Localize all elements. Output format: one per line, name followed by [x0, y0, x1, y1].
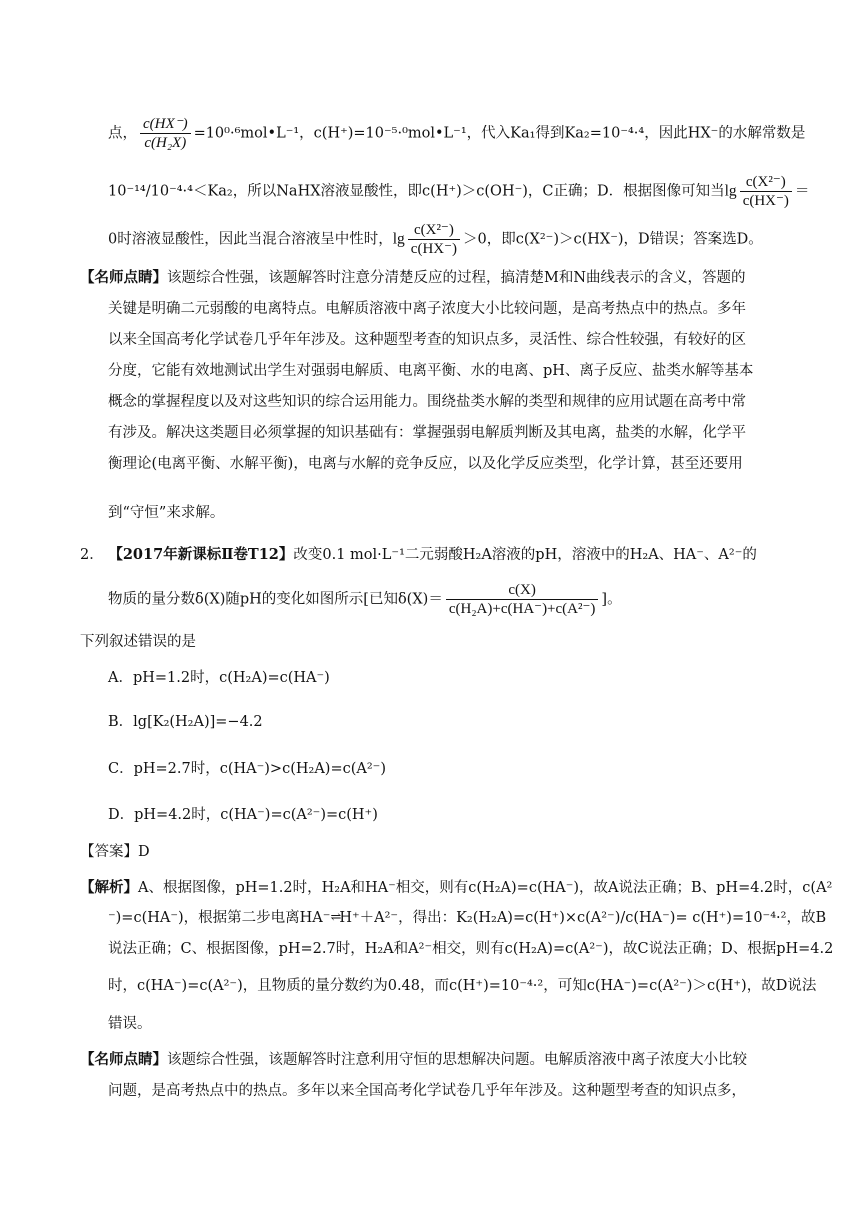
analysis-line: [80, 878, 832, 898]
text: ⁻)=c(HA⁻)，根据第二步电离HA⁻: [108, 910, 331, 926]
text: 物质的量分数δ(X)随pH的变化如图所示[已知δ(X)＝: [108, 591, 443, 608]
option-c: C．pH=2.7时，c(HA⁻)>c(H₂A)=c(A²⁻): [108, 761, 386, 777]
tip-line: 以来全国高考化学试卷几乎年年涉及。这种题型考查的知识点多，灵活性、综合性较强，有较好的区: [108, 332, 746, 348]
fraction-denominator: c(H₂X): [144, 135, 187, 151]
text: =10⁰·⁶mol•L⁻¹，c(H⁺)=10⁻⁵·⁰mol•L⁻¹，代入Ka₁得到Ka₂=10⁻⁴·⁴，因此HX⁻的水解常数是: [193, 125, 806, 142]
fraction-denominator: c(H₂A)+c(HA⁻)+c(A²⁻): [448, 601, 596, 617]
tip-line: 分度，它能有效地测试出学生对强弱电解质、电离平衡、水的电离、pH、离子反应、盐类水解等基本: [108, 363, 754, 379]
text: 10⁻¹⁴/10⁻⁴·⁴＜Ka₂，所以NaHX溶液显酸性，即c(H⁺)＞c(OH⁻)，C正确；D．根据图像可知当: [108, 183, 725, 200]
paragraph-line: [108, 173, 809, 210]
tip-line: [80, 1050, 747, 1070]
fraction-numerator: c(X²⁻): [740, 173, 792, 192]
fraction: [740, 173, 792, 210]
tip-line: 问题，是高考热点中的热点。多年以来全国高考化学试卷几乎年年涉及。这种题型考查的知识点多，: [108, 1083, 746, 1099]
text: H⁺＋A²⁻，得出：K₂(H₂A)=c(H⁺)×c(A²⁻)/c(HA⁻)= c(H⁺)=10⁻⁴·²，故B: [339, 910, 827, 926]
text: 该题综合性强，该题解答时注意分清楚反应的过程，搞清楚M和N曲线表示的含义，答题的: [167, 270, 746, 286]
option-a: A．pH=1.2时，c(H₂A)=c(HA⁻): [108, 670, 330, 686]
tip-label: 【名师点睛】: [80, 269, 167, 286]
text: 0时溶液显酸性，因此当混合溶液呈中性时，: [108, 231, 393, 248]
option-d: D．pH=4.2时，c(HA⁻)=c(A²⁻)=c(H⁺): [108, 807, 378, 823]
answer-line: [80, 842, 150, 862]
paragraph-line: [108, 221, 763, 258]
tip-line: [80, 268, 746, 288]
fraction-numerator: c(X): [446, 581, 599, 600]
fraction-denominator: c(HX⁻): [742, 193, 789, 209]
text: lg: [724, 182, 737, 200]
analysis-label: 【解析】: [80, 879, 138, 896]
text: 改变0.1 mol·L⁻¹二元弱酸H₂A溶液的pH，溶液中的H₂A、HA⁻、A²⁻的: [293, 547, 757, 563]
answer-value: D: [138, 844, 150, 860]
text: ＝: [794, 183, 810, 200]
text: 点，: [108, 125, 137, 142]
tip-line: 关键是明确二元弱酸的电离特点。电解质溶液中离子浓度大小比较问题，是高考热点中的热点。多年: [108, 301, 746, 317]
paragraph-line: [108, 115, 805, 152]
fraction-numerator: c(X²⁻): [408, 221, 460, 240]
equilibrium-arrow-icon: ⇌: [330, 910, 340, 925]
text: lg: [392, 230, 405, 248]
text: ]。: [601, 591, 622, 608]
question-stem: 下列叙述错误的是: [80, 634, 196, 650]
fraction-denominator: c(HX⁻): [410, 241, 458, 257]
fraction: [408, 221, 460, 258]
question-line: [108, 581, 622, 618]
text: A、根据图像，pH=1.2时，H₂A和HA⁻相交，则有c(H₂A)=c(HA⁻)，故A说法正确；B、pH=4.2时，c(A²: [138, 880, 833, 896]
analysis-line: [108, 908, 826, 928]
fraction-numerator: c(HX⁻): [140, 115, 191, 134]
option-b: B．lg[K₂(H₂A)]=−4.2: [108, 714, 263, 730]
text: ＞0，即c(X²⁻)＞c(HX⁻)，D错误；答案选D。: [463, 231, 763, 248]
question-number: 2．: [80, 547, 104, 563]
tip-line: 概念的掌握程度以及对这些知识的综合运用能力。围绕盐类水解的类型和规律的应用试题在高考中常: [108, 394, 746, 410]
analysis-line: 说法正确；C、根据图像，pH=2.7时，H₂A和A²⁻相交，则有c(H₂A)=c(A²⁻)，故C说法正确；D、根据pH=4.2: [108, 941, 834, 957]
tip-line: 有涉及。解决这类题目必须掌握的知识基础有：掌握强弱电解质判断及其电离，盐类的水解，化学平: [108, 425, 746, 441]
fraction: [140, 115, 191, 152]
analysis-line: 错误。: [108, 1016, 152, 1032]
text: 该题综合性强，该题解答时注意利用守恒的思想解决问题。电解质溶液中离子浓度大小比较: [167, 1052, 747, 1068]
tip-line: 到“守恒”来求解。: [108, 505, 225, 521]
tip-label: 【名师点睛】: [80, 1051, 167, 1068]
analysis-line: 时，c(HA⁻)=c(A²⁻)，且物质的量分数约为0.48，而c(H⁺)=10⁻⁴·²，可知c(HA⁻)=c(A²⁻)＞c(H⁺)，故D说法: [108, 978, 817, 994]
tip-line: 衡理论(电离平衡、水解平衡)，电离与水解的竞争反应，以及化学反应类型，化学计算，甚至还要用: [108, 456, 743, 472]
question-source: 【2017年新课标Ⅱ卷T12】: [108, 546, 294, 563]
fraction: [446, 581, 599, 618]
question-line: [80, 545, 757, 565]
answer-label: 【答案】: [80, 844, 138, 860]
